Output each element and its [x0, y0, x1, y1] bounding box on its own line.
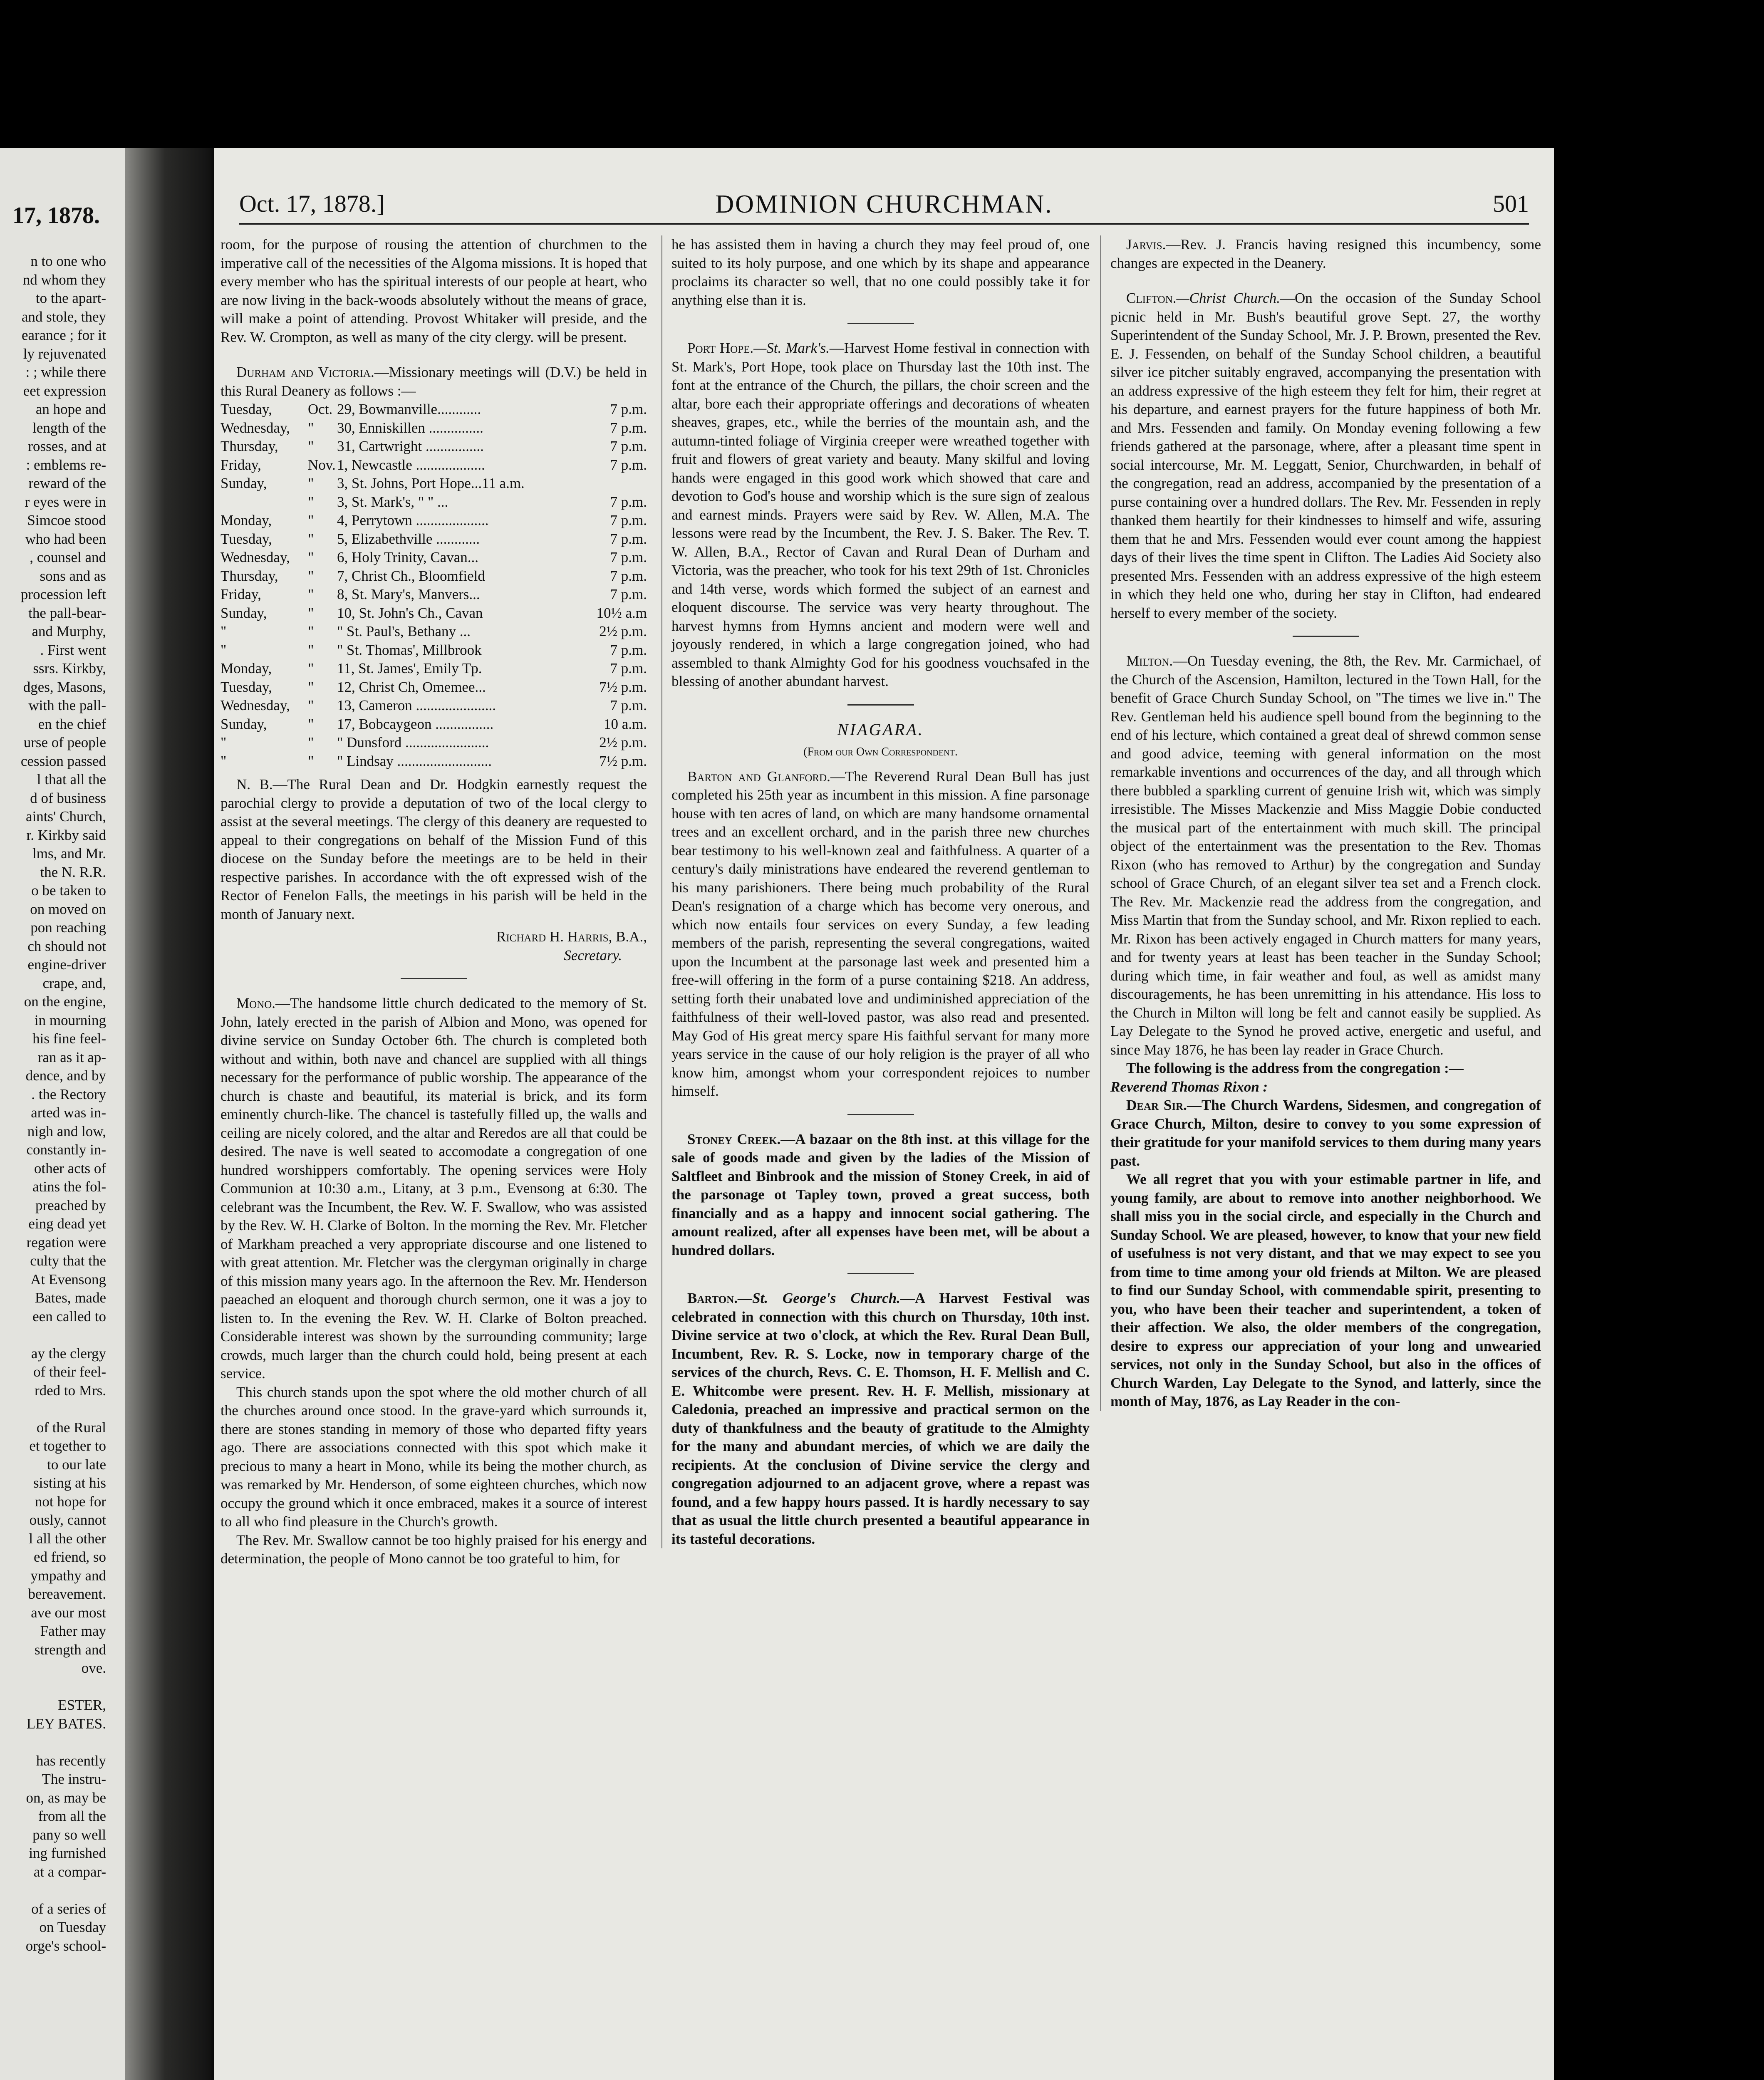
schedule-rest: 17, Bobcaygeon ................: [337, 716, 494, 732]
schedule-day: Tuesday,: [220, 530, 272, 547]
left-fragment-line: aints' Church,: [26, 808, 106, 825]
left-fragment-line: his fine feel-: [32, 1030, 106, 1047]
left-fragment-line: earance ; for it: [21, 327, 106, 343]
schedule-time: [581, 474, 647, 493]
left-fragment-line: of their feel-: [33, 1364, 106, 1380]
schedule-row: [220, 493, 647, 512]
mono-paragraph-2: This church stands upon the spot where the old mother church of all the churches around once stood. In the grave-yard which surrounds it, there are stones standing in memory of those who departed fifty years ago. There are associations connected with this spot which make it precious to many a heart in Mono, while its being the mother church, as was remarked by Mr. Henderson, of some eighteen churches, which now occupy the ground which it once embraced, makes it a source of interest to all who find pleasure in the Church's growth.: [220, 1384, 647, 1530]
schedule-day: Wednesday,: [220, 549, 290, 565]
schedule-row: [220, 511, 647, 530]
left-fragment-line: ran as it ap-: [37, 1049, 106, 1065]
left-fragment-line: ssrs. Kirkby,: [33, 660, 106, 676]
schedule-month: ": [308, 549, 314, 565]
left-fragment-line: ously, cannot: [29, 1512, 106, 1528]
schedule-rest: 13, Cameron ......................: [337, 697, 496, 713]
durham-heading: Durham and Victoria.: [236, 364, 374, 380]
left-fragment-line: , counsel and: [30, 549, 106, 565]
running-head: [239, 190, 1529, 223]
schedule-rest: " St. Paul's, Bethany ...: [337, 623, 471, 639]
left-page-header: 17, 1878.: [12, 203, 100, 228]
header-title: DOMINION CHURCHMAN.: [715, 190, 1053, 218]
schedule-row: [220, 604, 647, 623]
schedule-time: 7 p.m.: [610, 456, 647, 473]
schedule-day: Monday,: [220, 660, 272, 676]
left-fragment-line: ove.: [81, 1660, 106, 1676]
schedule-month: ": [308, 438, 314, 454]
nb-paragraph: N. B.—The Rural Dean and Dr. Hodgkin earnestly request the parochial clergy to provide a deputation of two of the local clergy to assist at the several meetings. The clergy of this deanery are requested to appeal to their congregations on behalf of the Mission Fund of this diocese on the Sunday before the meetings are to be held in their respective parishes. In accordance with the oft expressed wish of the Rector of Fenelon Falls, the meetings in his parish will be held in the month of January next.: [220, 776, 647, 922]
schedule-rest: 30, Enniskillen ...............: [337, 419, 483, 436]
left-fragment-line: rosses, and at: [28, 438, 106, 454]
schedule-row: [220, 733, 647, 752]
schedule-day: [220, 493, 308, 512]
left-page-fragment: [0, 148, 125, 2080]
left-fragment-line: procession left: [20, 586, 106, 602]
schedule-row: [220, 678, 647, 697]
schedule-time: 7 p.m.: [610, 641, 647, 658]
schedule-time: 10½ a.m: [596, 604, 647, 621]
schedule-rest: " St. Thomas', Millbrook: [337, 641, 482, 658]
left-fragment-line: en the chief: [38, 716, 106, 732]
schedule-month: ": [308, 678, 314, 695]
left-fragment-line: from all the: [38, 1808, 106, 1824]
schedule-rest: 5, Elizabethville ............: [337, 530, 480, 547]
schedule-rest: 10, St. John's Ch., Cavan: [337, 604, 483, 621]
address-recipient: Reverend Thomas Rixon :: [1110, 1078, 1268, 1095]
port-hope-heading: Port Hope.: [687, 340, 754, 356]
schedule-day: Thursday,: [220, 567, 278, 584]
schedule-row: [220, 400, 647, 419]
schedule-day: Wednesday,: [220, 697, 290, 713]
schedule-day: ": [220, 623, 227, 639]
schedule-month: ": [308, 716, 314, 732]
left-fragment-line: sisting at his: [33, 1475, 106, 1491]
schedule-month: ": [308, 623, 314, 639]
niagara-title: NIAGARA.: [837, 720, 924, 739]
schedule-day: Tuesday,: [220, 678, 272, 695]
schedule-rest: 12, Christ Ch, Omemee...: [337, 678, 486, 695]
schedule-day: Tuesday,: [220, 401, 272, 417]
milton-heading: Milton.: [1126, 653, 1173, 669]
left-fragment-line: cession passed: [20, 753, 106, 769]
schedule-row: [220, 752, 647, 771]
schedule-day: ": [220, 734, 227, 750]
schedule-month: ": [308, 660, 314, 676]
schedule-day: Monday,: [220, 512, 272, 528]
schedule-rest: 7, Christ Ch., Bloomfield: [337, 567, 485, 584]
left-fragment-line: an hope and: [35, 401, 106, 417]
column-1: [220, 235, 647, 1568]
left-fragment-line: and Murphy,: [32, 623, 106, 639]
left-fragment-line: not hope for: [35, 1493, 106, 1510]
schedule-day: Wednesday,: [220, 419, 290, 436]
left-fragment-line: [0, 1400, 106, 1419]
schedule-row: [220, 715, 647, 734]
schedule-time: 7 p.m.: [610, 586, 647, 602]
separator: [401, 978, 467, 979]
signature: Richard H. Harris, B.A.,: [496, 929, 647, 945]
left-fragment-line: with the pall-: [28, 697, 106, 713]
schedule-row: [220, 696, 647, 715]
niagara-subtitle: (From our Own Correspondent.: [803, 745, 958, 758]
schedule-rest: 1, Newcastle ...................: [337, 456, 485, 473]
schedule-month: ": [308, 697, 314, 713]
schedule-rest: 3, St. Mark's, " " ...: [337, 493, 448, 510]
left-fragment-line: of the Rural: [36, 1419, 106, 1436]
book-gutter: [125, 148, 214, 2080]
separator: [847, 1114, 914, 1115]
schedule-time: 7½ p.m.: [599, 753, 647, 769]
schedule-time: 2½ p.m.: [599, 734, 647, 750]
left-fragment-line: r. Kirkby said: [26, 827, 106, 843]
schedule-time: 7 p.m.: [610, 567, 647, 584]
schedule-row: [220, 548, 647, 567]
schedule-time: 7 p.m.: [610, 697, 647, 713]
left-fragment-line: . the Rectory: [31, 1086, 106, 1102]
header-page-number: 501: [1493, 190, 1529, 217]
barton-paragraph: Barton.—St. George's Church.—A Harvest Festival was celebrated in connection with this church on Thursday, 10th inst. Divine service at two o'clock, at which the Rev. Rural Dean Bull, Incumbent, Rev. R. S. Locke, now in temporary charge of the services of the church, Revs. C. E. Thomson, H. F. Mellish and C. E. Whitcombe were present. Rev. H. F. Mellish, missionary at Caledonia, preached an impressive and practical sermon on the duty of thankfulness and the beauty of gratitude to the Almighty for the many and abundant mercies, of which we are daily the recipients. At the conclusion of Divine service the clergy and congregation adjourned to an adjacent grove, where a repast was found, and a few happy hours passed. It is hardly necessary to say that as usual the little church presented a beautiful appearance in its tasteful decorations.: [671, 1290, 1090, 1547]
schedule-time: 7 p.m.: [610, 530, 647, 547]
jarvis-heading: Jarvis.: [1126, 236, 1166, 253]
left-fragment-line: ay the clergy: [31, 1345, 106, 1362]
jarvis-paragraph: Jarvis.—Rev. J. Francis having resigned this incumbency, some changes are expected in the Deanery.: [1110, 236, 1541, 271]
meeting-schedule: [220, 400, 647, 770]
left-fragment-line: rded to Mrs.: [34, 1382, 106, 1399]
address-intro: The following is the address from the congregation :—: [1126, 1060, 1464, 1076]
left-fragment-line: ing furnished: [29, 1845, 106, 1861]
schedule-month: ": [308, 419, 314, 436]
schedule-month: ": [308, 530, 314, 547]
left-fragment-line: eet expression: [23, 382, 106, 399]
schedule-day: ": [220, 641, 227, 658]
schedule-month: ": [308, 604, 314, 621]
left-fragment-line: dges, Masons,: [23, 678, 106, 695]
column-2: [662, 235, 1090, 1548]
left-fragment-line: reward of the: [28, 475, 106, 491]
schedule-day: Sunday,: [220, 475, 267, 491]
left-fragment-line: other acts of: [34, 1160, 106, 1176]
schedule-month: ": [308, 567, 314, 584]
schedule-time: 7 p.m.: [610, 493, 647, 510]
left-page-text: [0, 252, 106, 1955]
schedule-row: [220, 585, 647, 604]
left-fragment-line: who had been: [25, 530, 106, 547]
barton-glanford-paragraph: Barton and Glanford.—The Reverend Rural Dean Bull has just completed his 25th year as incumbent in this mission. A fine parsonage house with ten acres of land, on which are many handsome ornamental trees and an excellent orchard, and in the parish three new churches bear testimony to his well-known zeal and faithfulness. A quarter of a century's daily ministrations have endeared the reverend gentleman to his many parishioners. There being much probability of the Rural Dean's resignation of a charge which has become very onerous, and which now entails four services on every Sunday, a few leading members of the parish, representing the several congregations, waited upon the Incumbent at the parsonage last week and presented him a free-will offering in the form of a purse containing $218. An address, setting forth their unabated love and undiminished appreciation of the faithfulness of their well-loved pastor, was also read and presented. May God of His great mercy spare His faithful servant for many more years service in the cause of our holy religion is the prayer of all who know him, amongst whom your correspondent rejoices to number himself.: [671, 768, 1090, 1099]
left-fragment-line: ave our most: [31, 1604, 106, 1621]
port-hope-paragraph: Port Hope.—St. Mark's.—Harvest Home festival in connection with St. Mark's, Port Hope, took place on Thursday last the 10th inst. The font at the entrance of the Church, the pillars, the choir screen and the altar, bore each their appropriate offerings and decorations of wheaten sheaves, grapes, etc., while the berries of the mountain ash, and the autumn-tinted foliage of Virginia creeper were wreathed together with fruit and flowers of great variety and beauty. Many skilful and loving hands were engaged in this good work which showed that care and devotion to God's house and worship which is the sure sign of zealous and earnest minds. Prayers were said by Rev. W. Allen, M.A. The lessons were read by the Incumbent, the Rev. J. S. Baker. The Rev. T. W. Allen, B.A., Rector of Cavan and Rural Dean of Durham and Victoria, was the preacher, who took for his text 29th of 1st. Chronicles and 14th verse, words which formed the subject of an earnest and eloquent discourse. The service was very hearty throughout. The harvest hymns from Hymns ancient and modern were well and joyously rendered, in which a large congregation joined, who had assembled to thank Almighty God for his goodness vouchsafed in the blessing of another abundant harvest.: [671, 340, 1090, 689]
left-fragment-line: of a series of: [31, 1900, 106, 1917]
signature-title: Secretary.: [564, 947, 622, 963]
schedule-month: ": [308, 493, 314, 510]
schedule-row: [220, 456, 647, 475]
left-fragment-line: et together to: [29, 1438, 106, 1454]
schedule-time: 7 p.m.: [610, 401, 647, 417]
schedule-rest: 31, Cartwright ................: [337, 438, 484, 454]
left-fragment-line: has recently: [36, 1752, 106, 1769]
newspaper-page: [214, 148, 1554, 2080]
left-fragment-line: culty that the: [30, 1253, 106, 1269]
left-fragment-line: Father may: [40, 1623, 106, 1639]
left-fragment-line: atins the fol-: [32, 1179, 106, 1195]
left-fragment-line: sons and as: [40, 567, 106, 584]
schedule-time: 7 p.m.: [610, 512, 647, 528]
left-fragment-line: length of the: [32, 419, 106, 436]
left-fragment-line: : emblems re-: [26, 456, 106, 473]
schedule-rest: " Dunsford .......................: [337, 734, 489, 750]
milton-paragraph: Milton.—On Tuesday evening, the 8th, the Rev. Mr. Carmichael, of the Church of the Ascension, Hamilton, lectured in the Town Hall, for the benefit of Grace Church Sunday School, on "The times we live in." The Rev. Gentleman held his audience spell bound from the beginning to the end of his lecture, which contained a great deal of shrewd common sense and good advice, teeming with general information on the most remarkable inventions and occurrences of the day, and all through which there bubbled a sparkling current of genuine Irish wit, which was simply irresistible. The Misses Mackenzie and Miss Maggie Dobie conducted the musical part of the entertainment with much skill. The principal object of the entertainment was the presentation to the Rev. Thomas Rixon (who has removed to Arthur) by the congregation and Sunday school of Grace Church, of an elegant silver tea set and a French clock. The Rev. Mr. Mackenzie read the address from the congregation, and Miss Martin that from the Sunday school, and Mr. Rixon replied to each. Mr. Rixon has been actively engaged in Church matters for many years, and for twenty years at least has been teacher in the Sunday School; during which time, in fair weather and foul, as well as amidst many discouragements, he has been unremitting in his attendance. His loss to the Church in Milton will long be felt and cannot easily be supplied. As Lay Delegate to the Synod he proved active, energetic and useful, and since May 1876, he has been lay reader in Grace Church.: [1110, 653, 1541, 1058]
left-fragment-line: to the apart-: [35, 290, 106, 306]
left-fragment-line: dence, and by: [25, 1067, 106, 1084]
left-fragment-line: the N. R.R.: [40, 864, 106, 880]
schedule-row: [220, 567, 647, 586]
left-fragment-line: ESTER,: [58, 1697, 106, 1713]
column-3: [1100, 235, 1541, 1411]
schedule-month: ": [308, 753, 314, 769]
left-fragment-line: pon reaching: [30, 919, 106, 936]
stoney-creek-paragraph: Stoney Creek.—A bazaar on the 8th inst. at this village for the sale of goods made and given by the ladies of the Mission of Saltfleet and Binbrook and the mission of Stoney Creek, in aid of the parsonage ot Tapley town, proved a great success, both financially and as a happy and innocent social gathering. The amount realized, after all expenses have been met, will be about a hundred dollars.: [671, 1131, 1090, 1258]
left-fragment-line: [0, 1326, 106, 1345]
left-fragment-line: nigh and low,: [27, 1123, 106, 1139]
schedule-time: 7 p.m.: [610, 660, 647, 676]
left-fragment-line: on the engine,: [24, 993, 106, 1010]
left-fragment-line: ly rejuvenated: [23, 345, 106, 362]
schedule-time: 7 p.m.: [610, 419, 647, 436]
left-fragment-line: ympathy and: [30, 1567, 106, 1584]
clifton-heading: Clifton.: [1126, 290, 1177, 306]
left-fragment-line: pany so well: [32, 1826, 106, 1843]
left-fragment-line: nd whom they: [22, 271, 106, 288]
schedule-rest: 6, Holy Trinity, Cavan...: [337, 549, 478, 565]
schedule-row: [220, 622, 647, 641]
left-fragment-line: constantly in-: [26, 1142, 106, 1158]
schedule-row: [220, 437, 647, 456]
schedule-time: 7½ p.m.: [599, 678, 647, 695]
schedule-month: ": [308, 734, 314, 750]
left-fragment-line: n to one who: [30, 253, 106, 269]
left-fragment-line: engine-driver: [27, 956, 106, 973]
left-fragment-line: lms, and Mr.: [32, 845, 106, 862]
barton-glanford-heading: Barton and Glanford.: [687, 768, 830, 785]
left-fragment-line: At Evensong: [30, 1271, 106, 1288]
left-fragment-line: Bates, made: [35, 1290, 106, 1306]
separator: [1293, 636, 1359, 637]
mono-paragraph-3: The Rev. Mr. Swallow cannot be too highly praised for his energy and determination, the people of Mono cannot be too grateful to him, for: [220, 1532, 647, 1567]
schedule-rest: " Lindsay ..........................: [337, 753, 492, 769]
schedule-time: 7 p.m.: [610, 438, 647, 454]
separator: [847, 323, 914, 324]
left-fragment-line: [0, 1733, 106, 1752]
left-fragment-line: orge's school-: [25, 1937, 106, 1954]
schedule-time: 7 p.m.: [610, 549, 647, 565]
left-fragment-line: the pall-bear-: [28, 604, 106, 621]
schedule-time: 2½ p.m.: [599, 623, 647, 639]
left-fragment-line: eing dead yet: [28, 1216, 106, 1232]
left-fragment-line: on moved on: [30, 901, 106, 917]
left-fragment-line: r eyes were in: [25, 493, 106, 510]
left-fragment-line: l all the other: [29, 1530, 106, 1547]
left-fragment-line: bereavement.: [28, 1586, 106, 1602]
left-fragment-line: crape, and,: [42, 975, 106, 991]
schedule-day: ": [220, 753, 227, 769]
header-date: Oct. 17, 1878.]: [239, 190, 385, 217]
left-fragment-line: arted was in-: [31, 1104, 106, 1121]
schedule-day: Friday,: [220, 586, 261, 602]
left-fragment-line: ed friend, so: [34, 1549, 106, 1565]
mono-heading: Mono.: [236, 995, 276, 1011]
separator: [847, 704, 914, 706]
left-fragment-line: and stole, they: [21, 308, 106, 325]
schedule-month: ": [308, 512, 314, 528]
left-fragment-line: in mourning: [34, 1012, 106, 1028]
schedule-day: Sunday,: [220, 716, 267, 732]
schedule-month: Oct.: [308, 401, 333, 417]
stoney-creek-heading: Stoney Creek.: [687, 1131, 781, 1147]
left-fragment-line: Simcoe stood: [27, 512, 106, 528]
schedule-rest: 3, St. Johns, Port Hope...11 a.m.: [337, 475, 525, 491]
barton-heading: Barton.: [687, 1290, 738, 1306]
left-fragment-line: d of business: [30, 790, 106, 806]
separator: [847, 1273, 914, 1274]
schedule-rest: 29, Bowmanville............: [337, 401, 481, 417]
schedule-day: Thursday,: [220, 438, 278, 454]
dear-sir-paragraph: Dear Sir.—The Church Wardens, Sidesmen, and congregation of Grace Church, Milton, desire to convey to you some expression of their gratitude for your manifold services to them during many years past.: [1110, 1097, 1541, 1169]
left-fragment-line: LEY BATES.: [26, 1715, 106, 1732]
left-fragment-line: strength and: [34, 1641, 106, 1658]
left-fragment-line: on Tuesday: [39, 1919, 106, 1935]
regret-paragraph: We all regret that you with your estimable partner in life, and young family, are about to remove into another neighborhood. We shall miss you in the social circle, and especially in the Church and Sunday School. We are pleased, however, to know that your new field of usefulness is not very distant, and that we may expect to see you from time to time among your old friends at Milton. We are pleased to find our Sunday School, with commendable spirit, presenting to you, who have been their teacher and superintendent, a token of their affection. We also, the older members of the congregation, desire to express our appreciation of your long and unwearied services, not only in the Sunday School, but also in the offices of Church Warden, Lay Delegate to the Synod, and latterly, since the month of May, 1876, as Lay Reader in the con-: [1110, 1171, 1541, 1409]
left-fragment-line: to our late: [47, 1456, 106, 1473]
schedule-row: [220, 641, 647, 660]
schedule-month: ": [308, 586, 314, 602]
durham-paragraph: Durham and Victoria.—Missionary meetings will (D.V.) be held in this Rural Deanery as follows :—: [220, 364, 647, 399]
schedule-rest: 4, Perrytown ....................: [337, 512, 489, 528]
schedule-row: [220, 474, 647, 493]
schedule-row: [220, 419, 647, 438]
left-fragment-line: ch should not: [27, 938, 106, 954]
left-fragment-line: at a compar-: [33, 1863, 106, 1880]
left-fragment-line: o be taken to: [31, 882, 106, 899]
header-rule: [239, 223, 1529, 225]
schedule-time: 10 a.m.: [603, 716, 647, 732]
mono-paragraph-1: Mono.—The handsome little church dedicated to the memory of St. John, lately erected in the parish of Albion and Mono, was opened for divine service on Sunday October 6th. The church is completed both without and within, both nave and chancel are supplied with all things necessary for the performance of public worship. The appearance of the church is chaste and beautiful, its material is brick, and its form eminently church-like. The chancel is tastefully filled up, the walls and ceiling are nicely colored, and the altar and Reredos are all that could be desired. The nave is well seated to accomodate a congregation of one hundred worshippers comfortably. The opening services were Holy Communion at 10:30 a.m., Litany, at 3 p.m., Evensong at 6:30. The celebrant was the Incumbent, the Rev. W. F. Swallow, who was assisted by the Rev. W. H. Clarke of Bolton. In the morning the Rev. Mr. Fletcher of Markham preached a very appropriate discourse and one listened to with great attention. Mr. Fletcher was the clergyman originally in charge of this mission many years ago. In the afternoon the Rev. Mr. Henderson paeached an eloquent and thorough church sermon, one it was a joy to listen to. In the evening the Rev. W. H. Clarke of Bolton preached. Considerable interest was shown by the surrounding community; large crowds, much larger than the church could hold, being present at each service.: [220, 995, 647, 1382]
schedule-rest: 8, St. Mary's, Manvers...: [337, 586, 480, 602]
left-fragment-line: regation were: [26, 1234, 106, 1250]
clifton-paragraph: Clifton.—Christ Church.—On the occasion of the Sunday School picnic held in Mr. Bush's beautiful grove Sept. 27, the worthy Superintendent of the Sunday School, Mr. J. P. Brown, presented the Rev. E. J. Fessenden, on behalf of the Sunday School children, a beautiful silver ice pitcher suitably engraved, accompanying the presentation with an address expressive of the high esteem they felt for him, their regret at his departure, and earnest prayers for the future happiness of both Mr. and Mrs. Fessenden and family. On Monday evening following a few friends gathered at the parsonage, where, after a pleasant time spent in social intercourse, Mr. M. Leggatt, Senior, Churchwarden, in behalf of the congregation, read an address, accompanied by the presentation of a purse containing over a hundred dollars. The Rev. Mr. Fessenden in reply thanked them heartily for their kindnesses to himself and wife, assuring them that he and Mrs. Fessenden would ever count among the happiest days of their lives the time spent in Clifton. The Ladies Aid Society also presented Mrs. Fessenden with an address expressive of the high esteem in which they held one who, during her stay in Clifton, had endeared herself to every member of the society.: [1110, 290, 1541, 621]
left-fragment-line: . First went: [40, 641, 106, 658]
algoma-paragraph: room, for the purpose of rousing the attention of churchmen to the imperative call of the necessities of the Algoma missions. It is hoped that every member who has the spiritual interests of our people at heart, who are now living in the back-woods absolutely without the means of grace, will make a point of attending. Provost Whitaker will preside, and the Rev. W. Crompton, as well as many of the city clergy. will be present.: [220, 236, 647, 345]
schedule-rest: 11, St. James', Emily Tp.: [337, 660, 482, 676]
dear-sir-heading: Dear Sir.: [1126, 1097, 1187, 1113]
mono-continuation: he has assisted them in having a church they may feel proud of, one suited to its holy purpose, and one which by its shape and appearance proclaims its character so well, that no one could possibly take it for anything else than it is.: [671, 236, 1090, 308]
left-fragment-line: urse of people: [23, 734, 106, 750]
schedule-row: [220, 530, 647, 549]
schedule-month: Nov.: [308, 456, 336, 473]
left-fragment-line: on, as may be: [26, 1789, 106, 1806]
left-fragment-line: The instru-: [42, 1771, 106, 1787]
left-fragment-line: [0, 1678, 106, 1696]
schedule-month: ": [308, 641, 314, 658]
schedule-row: [220, 659, 647, 678]
left-fragment-line: [0, 1881, 106, 1900]
schedule-month: ": [308, 475, 314, 491]
schedule-day: Friday,: [220, 456, 261, 473]
left-fragment-line: een called to: [32, 1308, 106, 1325]
schedule-day: Sunday,: [220, 604, 267, 621]
left-fragment-line: l that all the: [37, 771, 106, 787]
left-fragment-line: : ; while there: [25, 364, 106, 380]
left-fragment-line: preached by: [35, 1197, 106, 1213]
